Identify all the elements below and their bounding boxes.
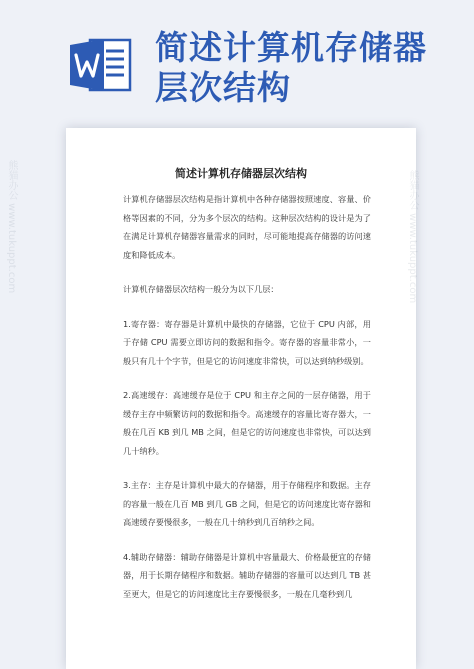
- document-page: [66, 128, 416, 669]
- document-body: [123, 190, 371, 619]
- word-document-icon: [68, 36, 134, 94]
- paragraph-register: 1.寄存器：寄存器是计算机中最快的存储器，它位于 CPU 内部，用于存储 CPU 需要立即访问的数据和指令。寄存器的容量非常小，一般只有几十个字节，但是它的访问速度非常快，可以达到纳秒级别。: [123, 318, 371, 366]
- paragraph-intro: 计算机存储器层次结构是指计算机中各种存储器按照速度、容量、价格等因素的不同，分为多个层次的结构。这种层次结构的设计是为了在满足计算机存储器容量需求的同时，尽可能地提高存储器的访问速度和降低成本。: [123, 194, 371, 260]
- banner-title: 简述计算机存储器层次结构: [155, 28, 427, 107]
- paragraph-auxiliary-storage: 4.辅助存储器：辅助存储器是计算机中容量最大、价格最便宜的存储器，用于长期存储程序和数据。辅助存储器的容量可以达到几 TB 甚至更大，但是它的访问速度比主存要慢很多，一般在几毫秒到几: [123, 551, 371, 599]
- paragraph-cache: 2.高速缓存：高速缓存是位于 CPU 和主存之间的一层存储器，用于缓存主存中频繁访问的数据和指令。高速缓存的容量比寄存器大，一般在几百 KB 到几 MB 之间，但是它的访问速度也非常快，可以达到几十纳秒。: [123, 390, 371, 456]
- paragraph-levels-heading: 计算机存储器层次结构一般分为以下几层：: [123, 284, 279, 294]
- banner: [0, 0, 474, 122]
- paragraph-main-memory: 3.主存：主存是计算机中最大的存储器，用于存储程序和数据。主存的容量一般在几百 MB 到几 GB 之间，但是它的访问速度比寄存器和高速缓存要慢很多，一般在几十纳秒到几百纳秒之间。: [123, 480, 371, 527]
- watermark-left: 熊猫办公 www.tukuppt.com: [6, 160, 17, 294]
- document-title: 简述计算机存储器层次结构: [175, 167, 307, 180]
